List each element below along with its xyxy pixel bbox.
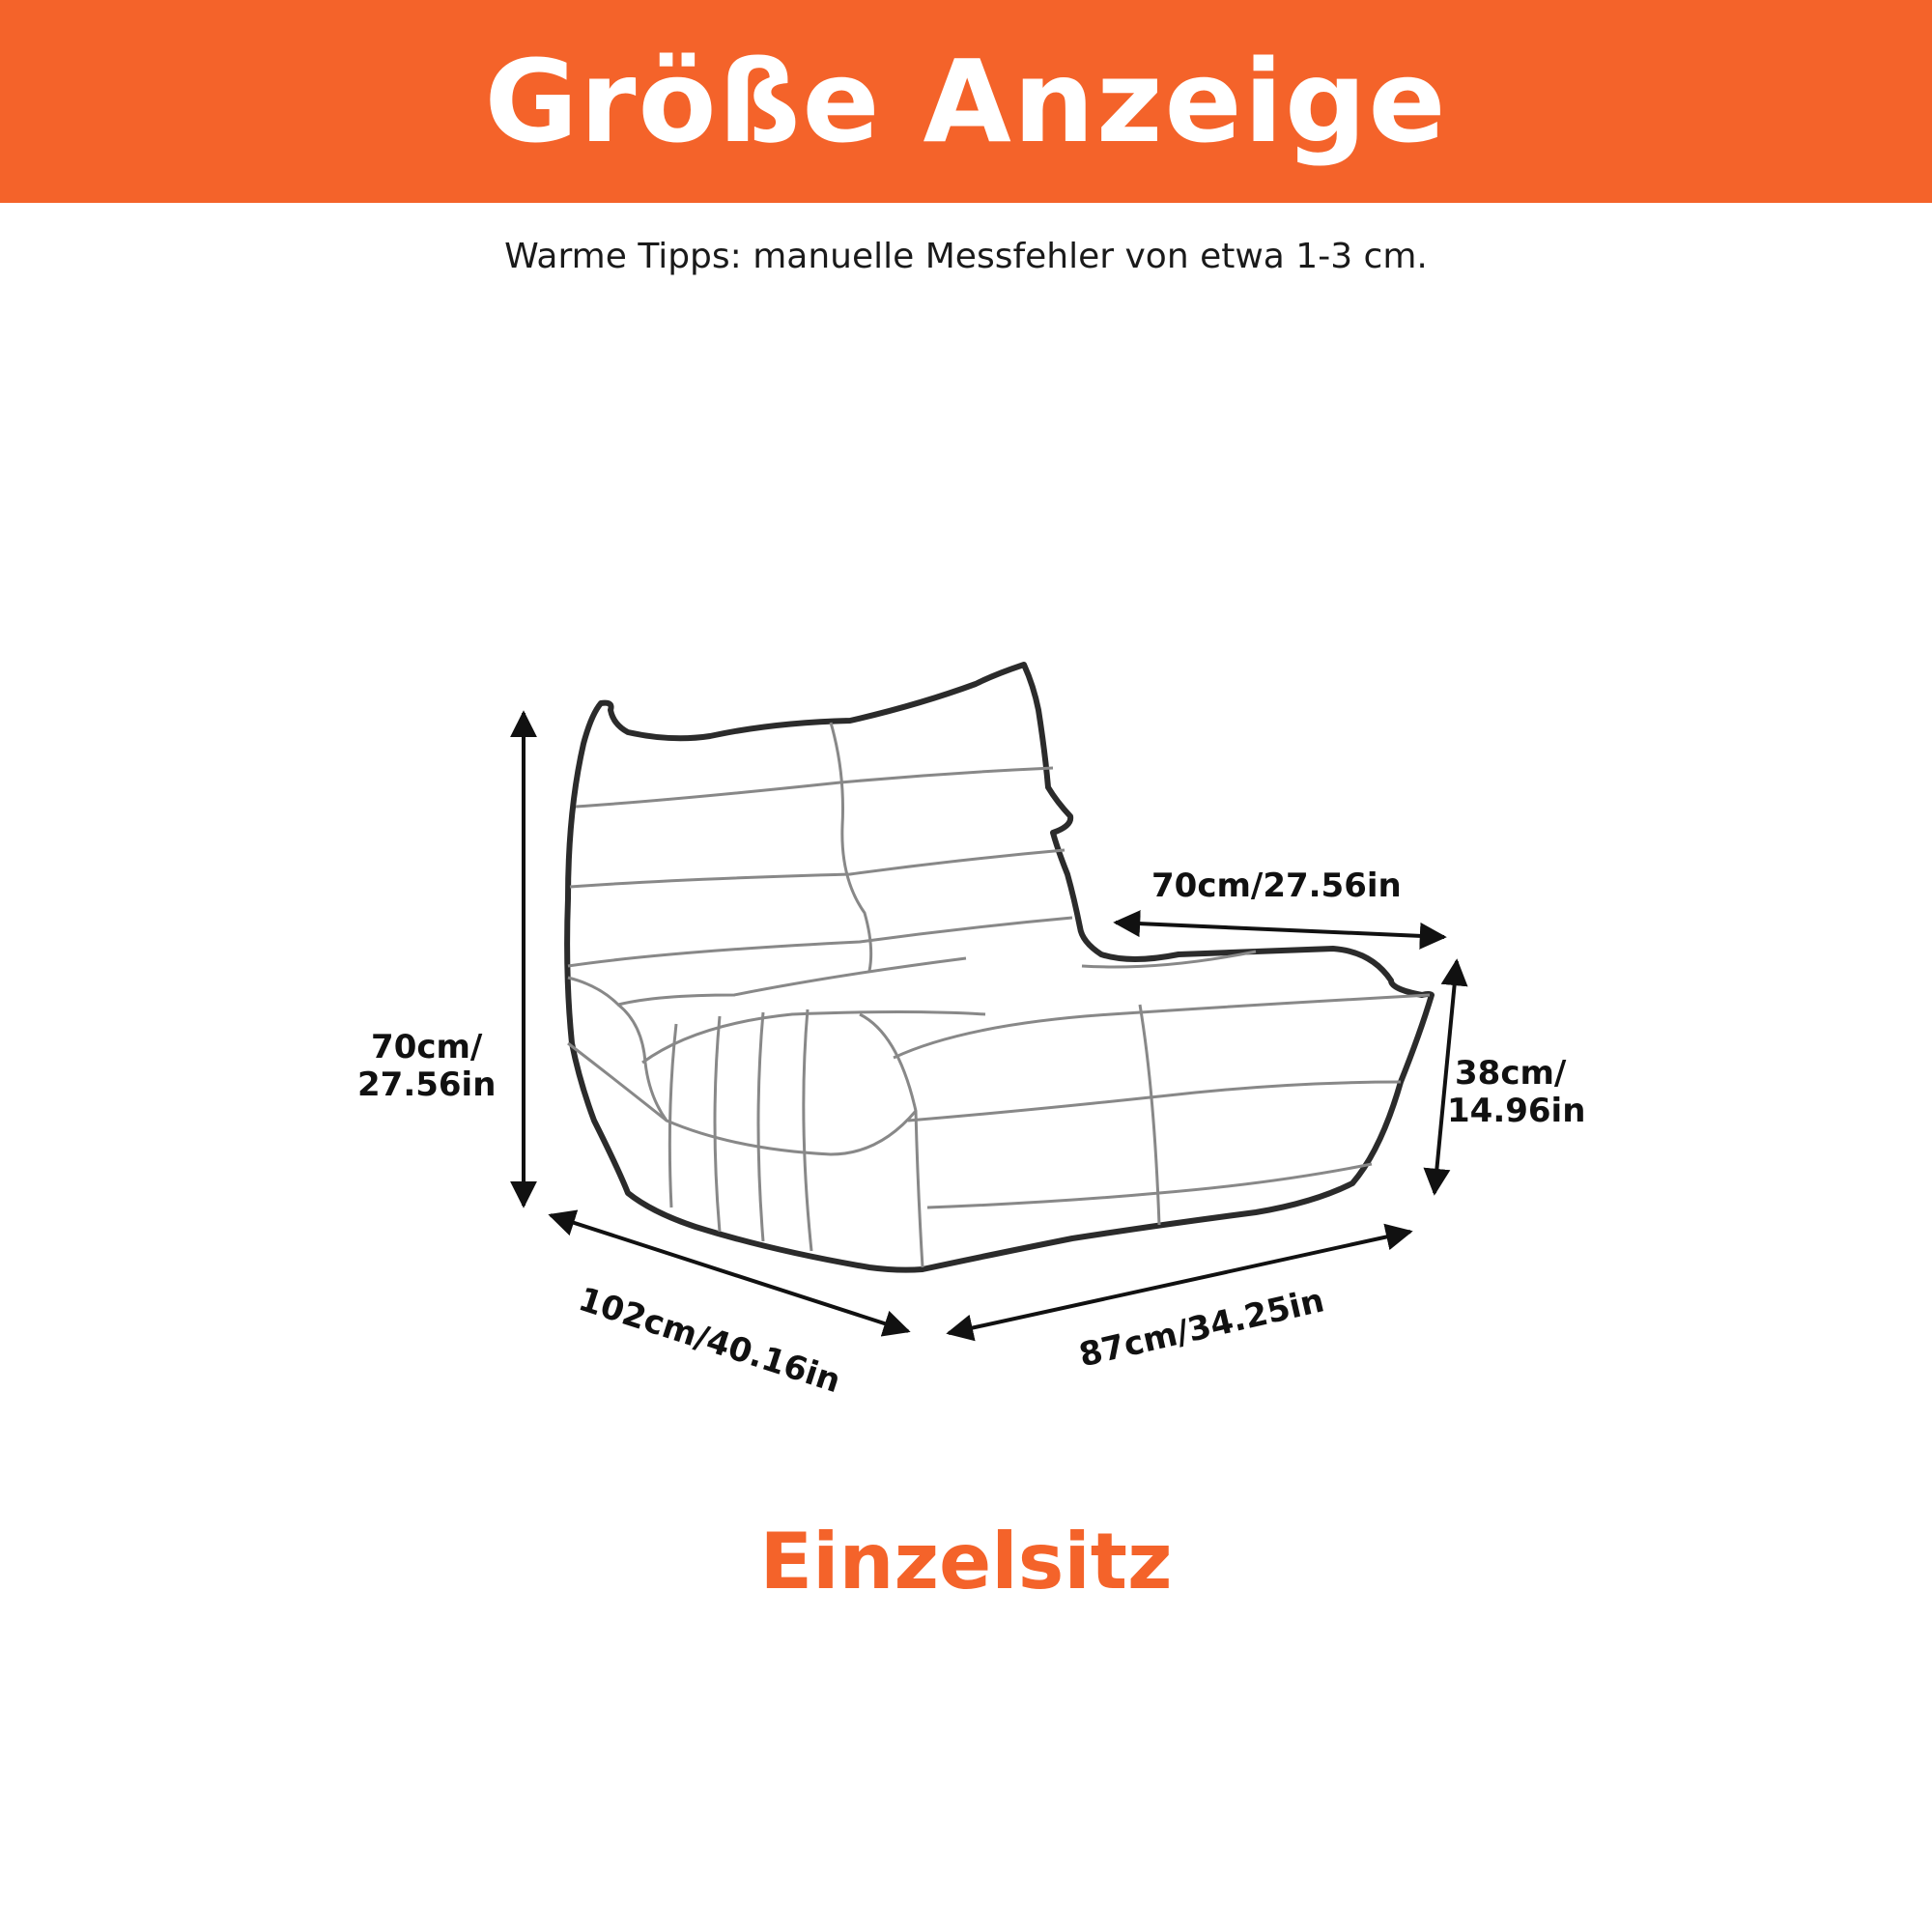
seat-depth-arrow xyxy=(1116,923,1444,937)
page-title: Größe Anzeige xyxy=(484,35,1448,168)
seat-depth-label: 70cm/27.56in xyxy=(1151,867,1402,905)
height-label-cm: 70cm/ xyxy=(371,1028,483,1066)
chair-outline xyxy=(567,665,1432,1270)
seat-height-label-in: 14.96in xyxy=(1447,1092,1586,1131)
seat-height-label xyxy=(1447,1055,1585,1130)
chair-seams xyxy=(568,723,1430,1267)
width-label: 87cm/34.25in xyxy=(1075,1281,1328,1376)
height-label-in: 27.56in xyxy=(357,1065,497,1105)
seat-height-label-cm: 38cm/ xyxy=(1455,1054,1567,1093)
height-label xyxy=(357,1029,496,1104)
product-variant-label: Einzelsitz xyxy=(759,1517,1173,1606)
length-label: 102cm/40.16in xyxy=(573,1280,845,1402)
measurement-tip: Warme Tipps: manuelle Messfehler von etwa 1-3 cm. xyxy=(504,237,1428,276)
